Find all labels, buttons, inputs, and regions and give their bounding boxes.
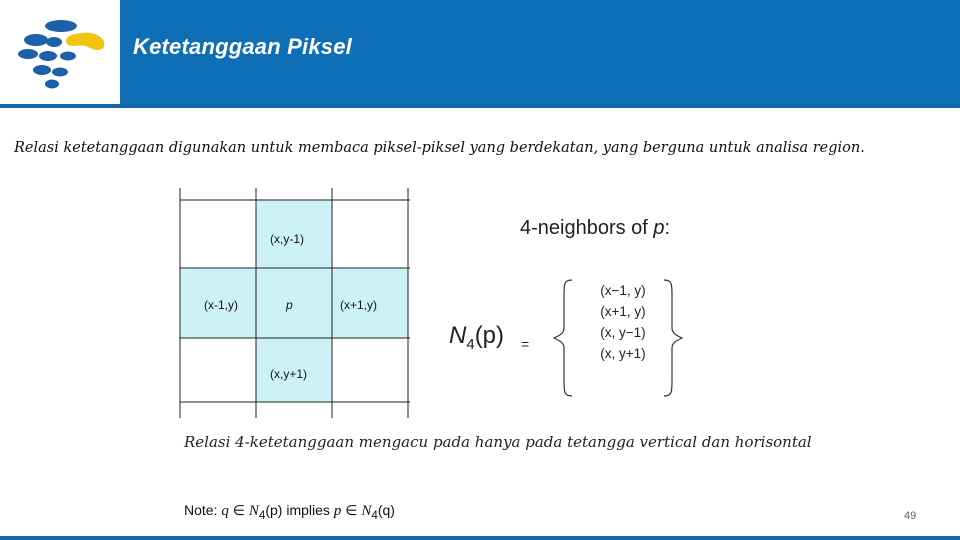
set-item: (x−1, y) bbox=[600, 283, 646, 298]
grid-cell-center bbox=[256, 268, 332, 338]
note-q: q bbox=[221, 503, 229, 519]
grid-label-left: (x-1,y) bbox=[204, 298, 238, 312]
note-sub-a: 4 bbox=[258, 508, 266, 522]
footer-rule bbox=[0, 536, 960, 540]
n4-symbol: N bbox=[449, 322, 467, 349]
note-qb: (q) bbox=[377, 502, 395, 518]
grid-label-center: p bbox=[286, 298, 293, 312]
neighbors-title bbox=[520, 217, 670, 240]
n4-expression bbox=[449, 322, 505, 353]
n4-argument: (p) bbox=[474, 322, 505, 349]
note-n4-a: N bbox=[248, 503, 259, 519]
set-item: (x, y+1) bbox=[600, 346, 646, 361]
relasi4-text: Relasi 4-ketetanggaan mengacu pada hanya pada tetangga vertical dan horisontal bbox=[184, 433, 812, 451]
note-sub-b: 4 bbox=[371, 508, 378, 522]
grid-label-bottom: (x,y+1) bbox=[270, 367, 308, 381]
note-p: p bbox=[333, 503, 342, 519]
note-n4-b: N bbox=[361, 503, 372, 519]
n4-subscript: 4 bbox=[466, 336, 475, 353]
note-prefix: Note: bbox=[184, 502, 222, 518]
note-in-1: ∈ bbox=[228, 502, 249, 518]
grid-label-right: (x+1,y) bbox=[340, 298, 378, 312]
set-item: (x+1, y) bbox=[600, 304, 646, 319]
slide-title: Ketetanggaan Piksel bbox=[133, 34, 352, 59]
set-item: (x, y−1) bbox=[600, 325, 646, 340]
university-logo-icon bbox=[14, 16, 108, 90]
intro-text: Relasi ketetanggaan digunakan untuk membaca piksel-piksel yang berdekatan, yang berguna untuk analisa region. bbox=[14, 140, 865, 156]
note-text bbox=[184, 502, 395, 522]
neighbor-set bbox=[588, 280, 658, 364]
neighbors-title-text: 4-neighbors of bbox=[520, 217, 654, 239]
equals-sign: = bbox=[521, 336, 530, 352]
note-implies: implies bbox=[282, 502, 334, 518]
header-divider bbox=[0, 104, 960, 108]
neighbors-title-var: p bbox=[653, 217, 665, 239]
neighbors-title-colon: : bbox=[664, 217, 671, 239]
grid-label-top: (x,y-1) bbox=[270, 232, 304, 246]
note-pa: (p) bbox=[265, 502, 283, 518]
note-in-2: ∈ bbox=[341, 502, 362, 518]
page-number: 49 bbox=[904, 510, 917, 522]
slide-header bbox=[0, 0, 960, 108]
